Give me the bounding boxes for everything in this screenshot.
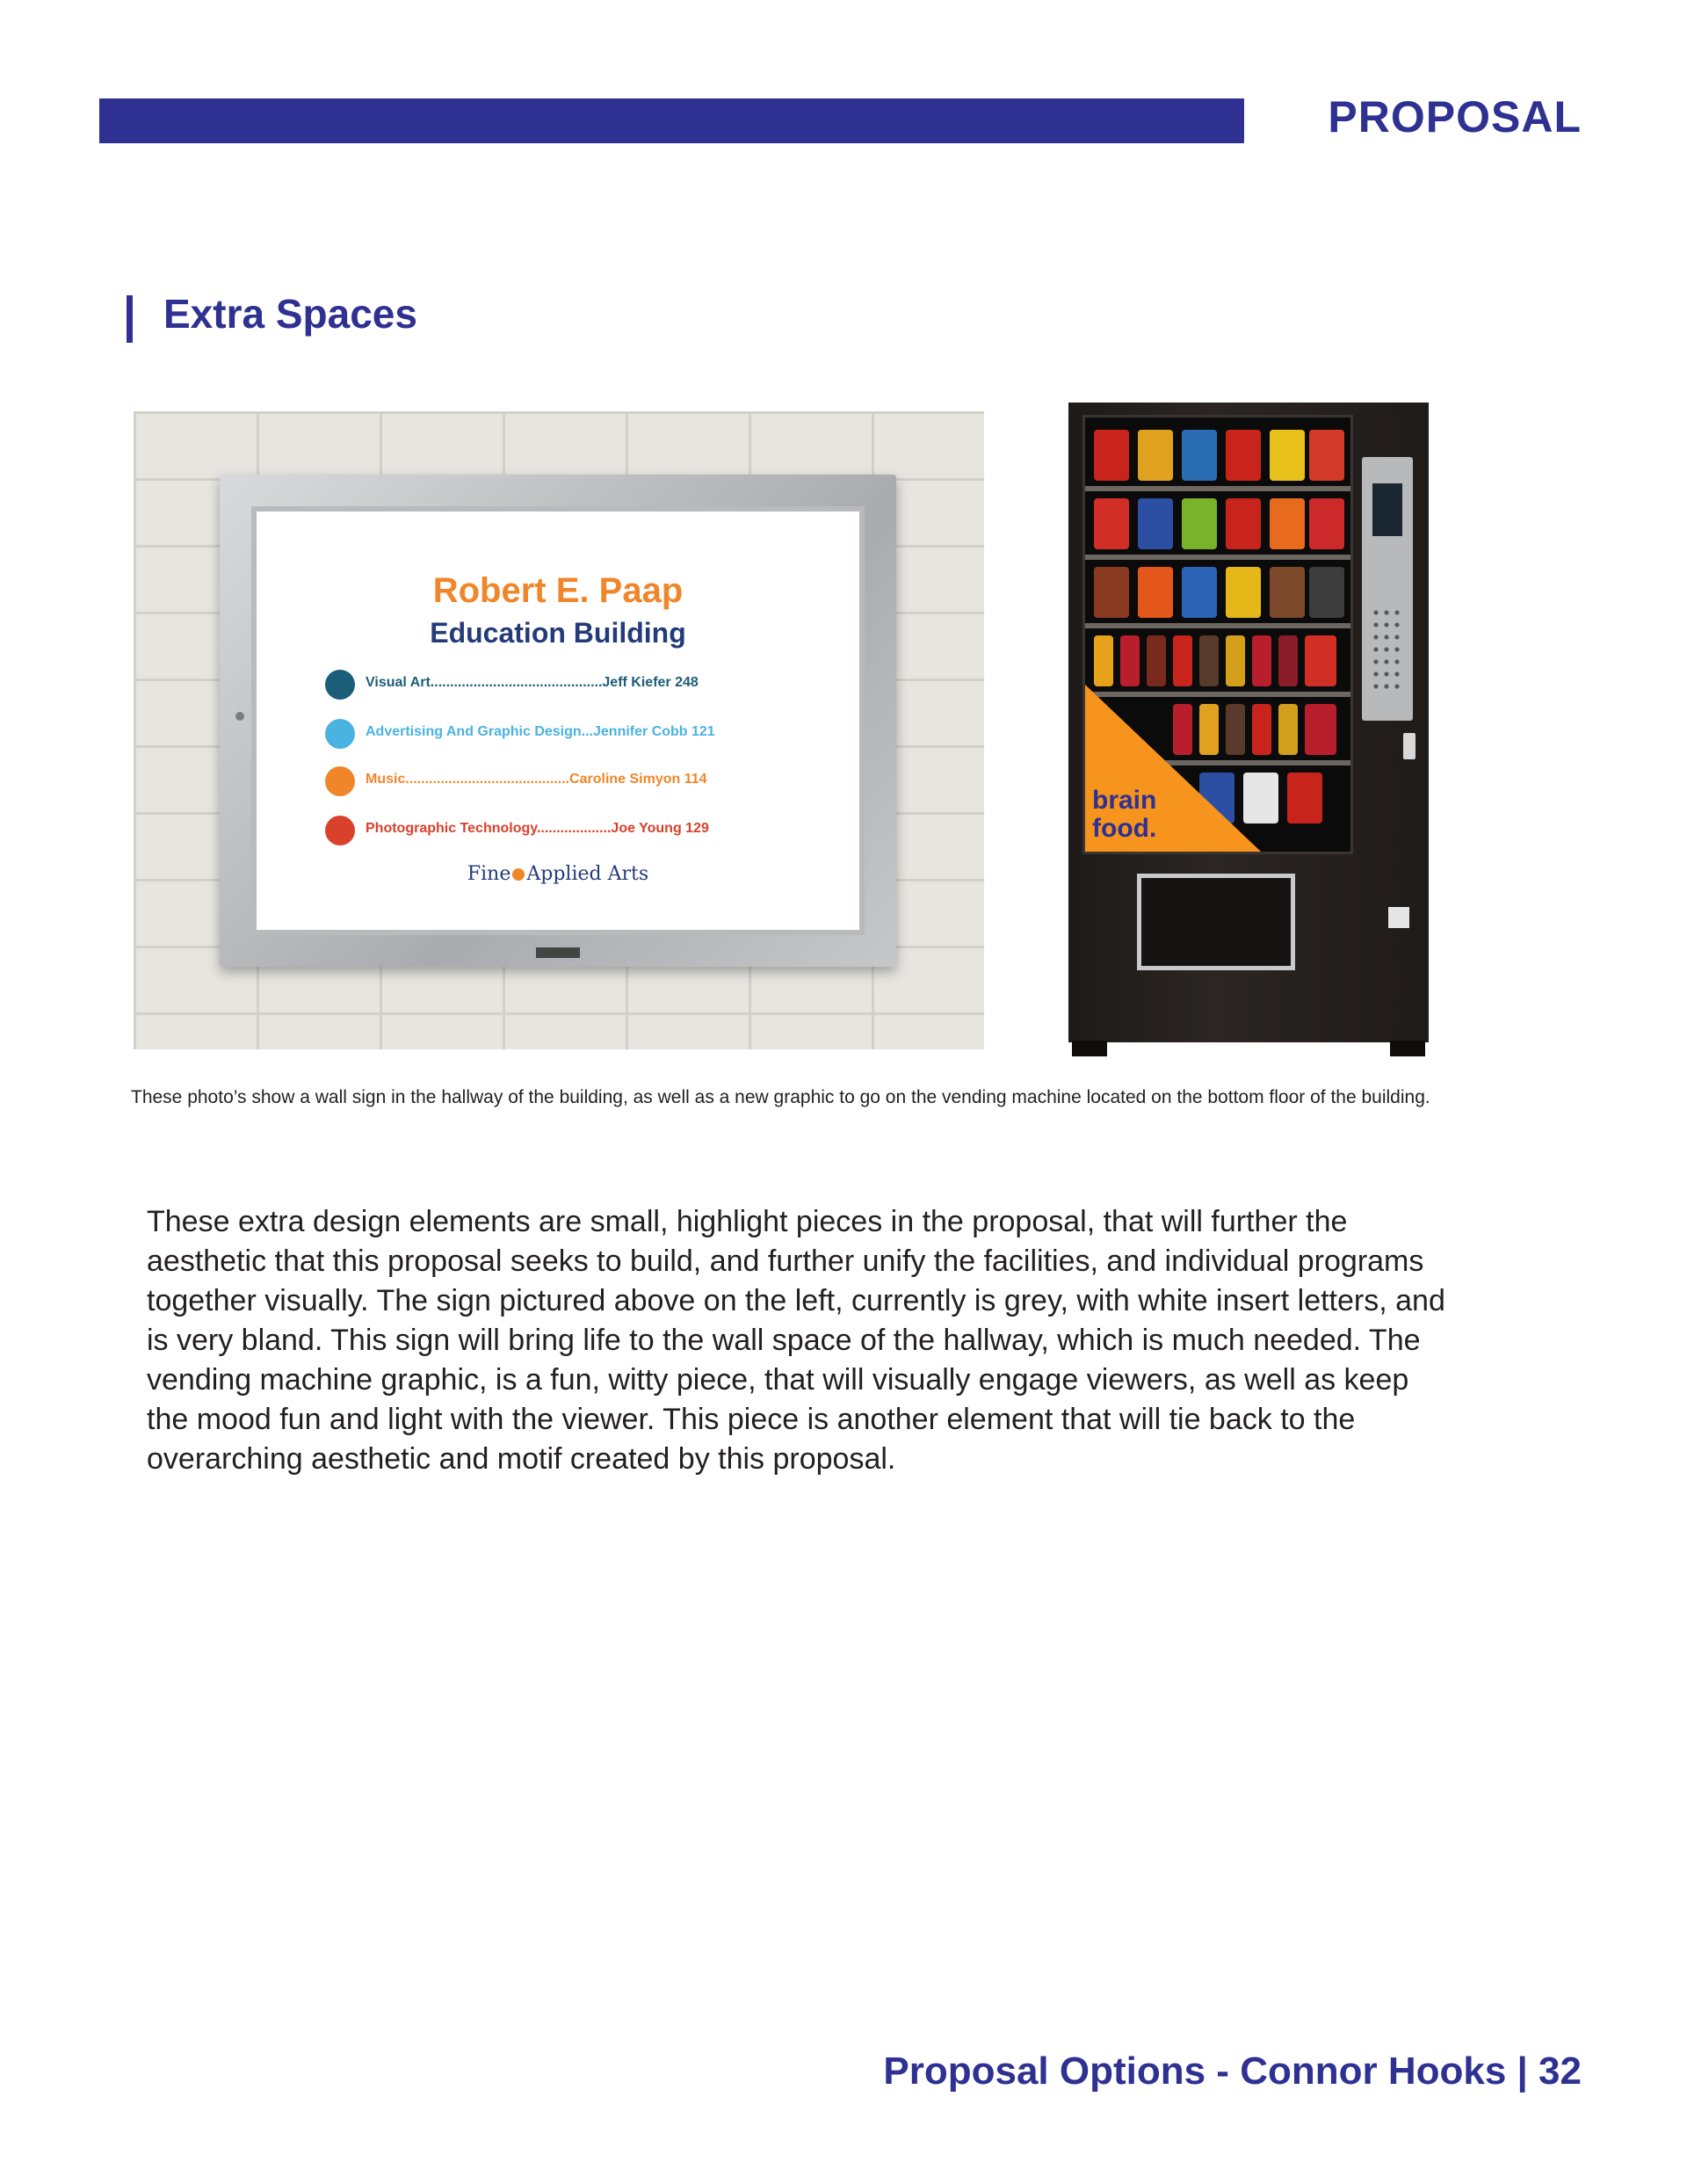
candy-bar <box>1252 635 1271 686</box>
candy-bar <box>1278 635 1298 686</box>
snack-bag <box>1270 567 1305 618</box>
sign-building-name: Robert E. Paap <box>432 571 684 610</box>
brain-food-text: brain food. <box>1092 786 1157 843</box>
directory-row-text: Photographic Technology...................Joe Young 129 <box>366 821 709 836</box>
music-note-icon <box>325 766 355 796</box>
snack-bag <box>1138 430 1173 481</box>
camera-icon <box>325 816 355 845</box>
wall-sign-photo <box>134 411 984 1049</box>
snack-bag <box>1243 773 1278 824</box>
snack-bag <box>1309 567 1344 618</box>
snack-bag <box>1094 498 1129 549</box>
display-screen <box>1372 483 1402 536</box>
maker-plate <box>536 947 580 958</box>
section-marker <box>127 295 133 343</box>
keypad <box>1371 606 1404 694</box>
sign-frame <box>220 475 896 967</box>
candy-bar <box>1305 704 1336 755</box>
lock-icon <box>235 712 244 721</box>
candy-bar <box>1199 635 1219 686</box>
candy-bar <box>1120 635 1140 686</box>
snack-bag <box>1182 567 1217 618</box>
door-latch <box>1403 733 1415 759</box>
product-drop-door <box>1137 874 1295 970</box>
snack-bag <box>1182 498 1217 549</box>
photo-caption: These photo’s show a wall sign in the hallway of the building, as well as a new graphic to go on the vending machine located on the bottom floor of the building. <box>131 1087 1430 1107</box>
header-title: PROPOSAL <box>1328 92 1582 141</box>
candy-bar <box>1226 635 1245 686</box>
palette-icon <box>325 670 355 700</box>
candy-bar <box>1173 635 1192 686</box>
logo-dot-icon <box>512 868 525 881</box>
sign-building-subtitle: Education Building <box>430 617 686 649</box>
snack-bag <box>1309 498 1344 549</box>
candy-bar <box>1147 635 1166 686</box>
directory-row-text: Advertising And Graphic Design...Jennifer Cobb 121 <box>366 724 715 739</box>
candy-bar <box>1173 704 1192 755</box>
snack-bag <box>1287 773 1322 824</box>
header-bar <box>99 98 1244 143</box>
snack-bag <box>1309 430 1344 481</box>
sign-face <box>257 512 859 930</box>
page-footer: Proposal Options - Connor Hooks | 32 <box>883 2050 1582 2093</box>
payment-panel <box>1362 457 1413 721</box>
snack-bag <box>1270 430 1305 481</box>
vending-window <box>1082 415 1353 854</box>
section-title: Extra Spaces <box>163 291 417 337</box>
snack-bag <box>1226 498 1261 549</box>
candy-bar <box>1199 704 1219 755</box>
coin-return-button <box>1388 907 1409 928</box>
candy-bar <box>1226 704 1245 755</box>
snack-bag <box>1094 567 1129 618</box>
layout-icon <box>325 719 355 749</box>
candy-bar <box>1252 704 1271 755</box>
directory-row-text: Music..........................................Caroline Simyon 114 <box>366 772 707 787</box>
snack-bag <box>1138 498 1173 549</box>
snack-bag <box>1094 430 1129 481</box>
snack-bag <box>1270 498 1305 549</box>
directory-row-text: Visual Art............................................Jeff Kiefer 248 <box>366 675 699 690</box>
snack-bag <box>1182 430 1217 481</box>
candy-bar <box>1278 704 1298 755</box>
body-paragraph: These extra design elements are small, highlight pieces in the proposal, that will further the aesthetic that this proposal seeks to build, and further unify the facilities, and individual programs together visually. The sign pictured above on the left, currently is grey, with white insert letters, and is very bland. This sign will bring life to the wall space of the hallway, which is much needed. The vending machine graphic, is a fun, witty piece, that will visually engage viewers, as well as keep the mood fun and light with the viewer. This piece is another element that will tie back to the overarching aesthetic and motif created by this proposal. <box>147 1205 1445 1476</box>
candy-bar <box>1305 635 1336 686</box>
snack-bag <box>1226 567 1261 618</box>
sign-footer-logo: Fine Applied Arts <box>467 863 649 885</box>
vending-machine-photo <box>1068 403 1429 1056</box>
candy-bar <box>1094 635 1113 686</box>
snack-bag <box>1138 567 1173 618</box>
snack-bag <box>1226 430 1261 481</box>
